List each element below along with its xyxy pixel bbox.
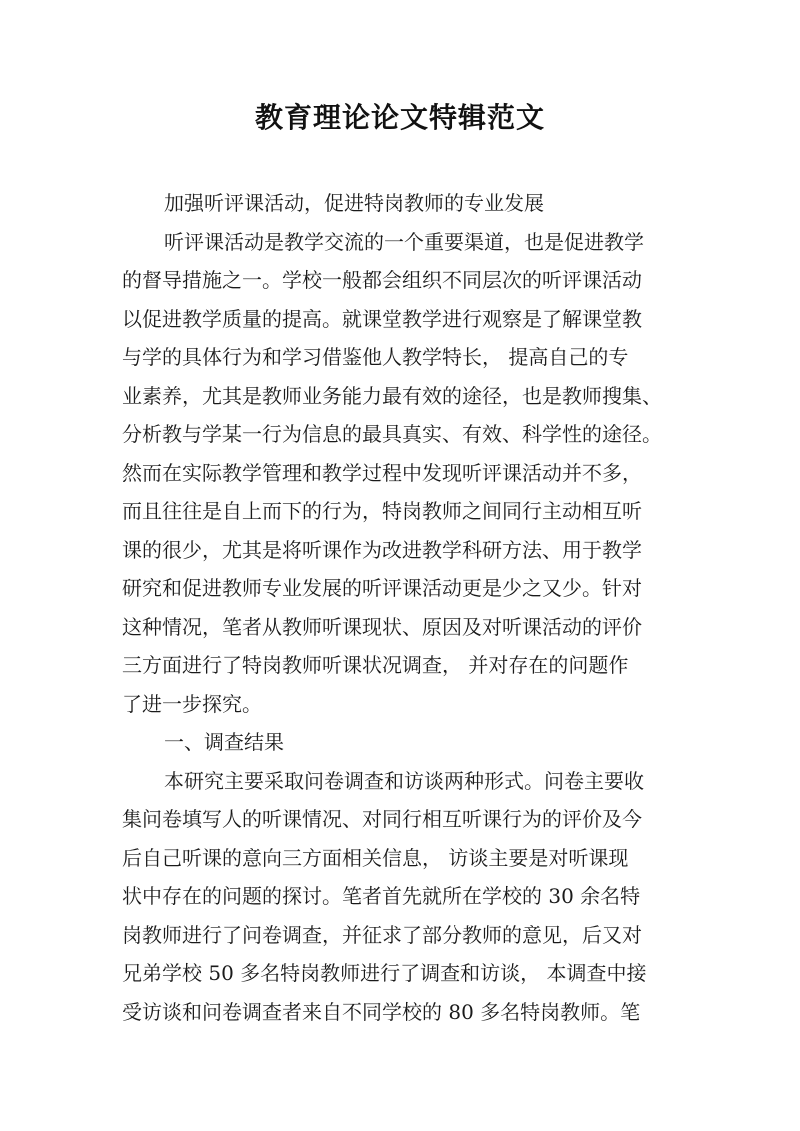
paragraph-line: 与学的具体行为和学习借鉴他人教学特长， 提高自己的专 [122,345,629,369]
paragraph-line: 本研究主要采取问卷调查和访谈两种形式。问卷主要收 [164,768,644,793]
section-heading: 加强听评课活动，促进特岗教师的专业发展 [164,191,544,215]
paragraph-line: 分析教与学某一行为信息的最具真实、有效、科学性的途径。 [122,422,662,446]
paragraph-line: 课的很少，尤其是将听课作为改进教学科研方法、用于教学 [122,537,642,562]
section-heading: 一、调查结果 [164,730,284,754]
paragraph-line: 后自己听课的意向三方面相关信息， 访谈主要是对听课现 [122,845,629,870]
document-body [122,184,678,1031]
paragraph-line: 然而在实际教学管理和教学过程中发现听评课活动并不多， [122,460,642,485]
paragraph-line: 的督导措施之一。学校一般都会组织不同层次的听评课活动 [122,268,642,292]
paragraph-line: 受访谈和问卷调查者来自不同学校的 80 多名特岗教师。笔 [122,999,641,1024]
paragraph-line: 岗教师进行了问卷调查，并征求了部分教师的意见，后又对 [122,922,642,947]
paragraph-line: 业素养，尤其是教师业务能力最有效的途径，也是教师搜集、 [122,383,662,408]
paragraph-line: 三方面进行了特岗教师听课状况调查， 并对存在的问题作 [122,653,629,677]
paragraph-line: 研究和促进教师专业发展的听评课活动更是少之又少。针对 [122,576,642,600]
paragraph-line: 状中存在的问题的探讨。笔者首先就所在学校的 30 余名特 [122,884,641,908]
document-title: 教育理论论文特辑范文 [254,101,545,134]
paragraph-line: 集问卷填写人的听课情况、对同行相互听课行为的评价及今 [122,807,642,831]
paragraph-line: 听评课活动是教学交流的一个重要渠道，也是促进教学 [164,229,644,254]
paragraph-line: 这种情况，笔者从教师听课现状、原因及对听课活动的评价 [122,614,642,639]
paragraph-line: 以促进教学质量的提高。就课堂教学进行观察是了解课堂教 [122,306,642,331]
paragraph-line: 了进一步探究。 [122,691,262,716]
paragraph-line: 兄弟学校 50 多名特岗教师进行了调查和访谈， 本调查中接 [122,961,647,985]
paragraph-line: 而且往往是自上而下的行为，特岗教师之间同行主动相互听 [122,499,642,523]
